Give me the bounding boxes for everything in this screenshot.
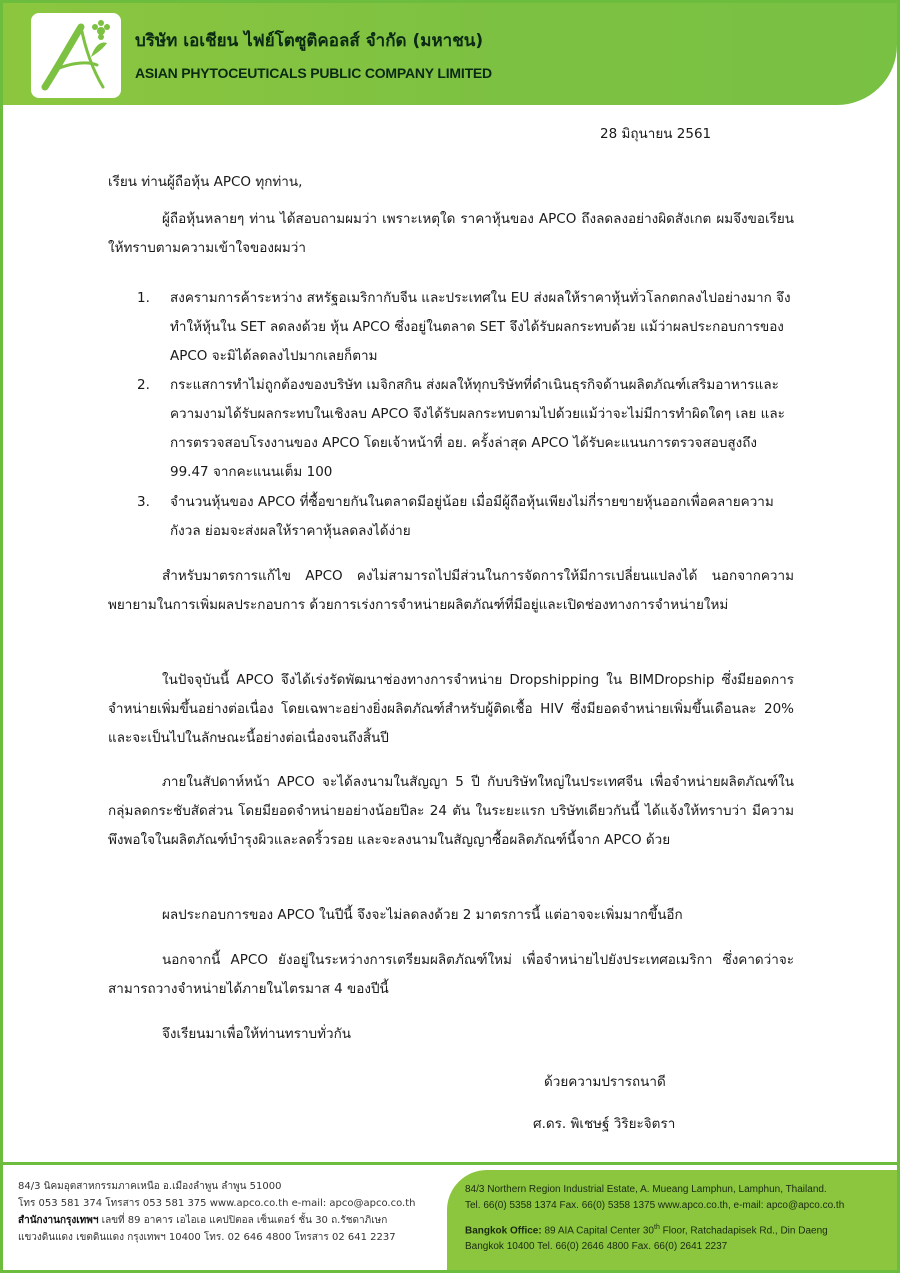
footer-line: Tel. 66(0) 5358 1374 Fax. 66(0) 5358 1375 www.apco.co.th, e-mail: apco@apco.co.th — [465, 1200, 845, 1211]
china-text: ภายในสัปดาห์หน้า APCO จะได้ลงนามในสัญญา 5 ปี กับบริษัทใหญ่ในประเทศจีน เพื่อจำหน่ายผลิตภัณฑ์ในกลุ่มลดกระชับสัดส่วน โดยมียอดจำหน่ายอย่างน้อยปีละ 24 ตัน ในระยะแรก บริษัทเดียวกันนี้ ได้แจ้งให้ทราบว่า มีความพึงพอใจในผลิตภัณฑ์บำรุงผิวและลดริ้วรอย และจะลงนามในสัญญาซื้อผลิตภัณฑ์นี้จาก APCO ด้วย — [108, 774, 794, 848]
salutation: เรียน ท่านผู้ถือหุ้น APCO ทุกท่าน, — [108, 174, 303, 190]
letter-date: 28 มิถุนายน 2561 — [600, 126, 712, 142]
footer-label: สำนักงานกรุงเทพฯ — [18, 1215, 99, 1226]
item-number: 2. — [137, 377, 150, 393]
item-text: กระแสการทำไม่ถูกต้องของบริษัท เมจิกสกิน ส่งผลให้ทุกบริษัทที่ดำเนินธุรกิจด้านผลิตภัณฑ์เสริมอาหารและความงามได้รับผลกระทบในเชิงลบ APCO จึงได้รับผลกระทบตามไปด้วยแม้ว่าจะไม่มีการทำผิดใดๆ เลย และ การตรวจสอบโรงงานของ APCO โดยเจ้าหน้าที่ อย. ครั้งล่าสุด APCO ได้รับคะแนนการตรวจสอบสูงถึง 99.47 จากคะแนนเต็ม 100 — [170, 377, 785, 480]
footer-line: 84/3 นิคมอุตสาหกรรมภาคเหนือ อ.เมืองลำพูน ลำพูน 51000 — [18, 1181, 282, 1192]
usa-text: นอกจากนี้ APCO ยังอยู่ในระหว่างการเตรียมผลิตภัณฑ์ใหม่ เพื่อจำหน่ายไปยังประเทศอเมริกา ซึ่งคาดว่าจะสามารถวางจำหน่ายได้ภายในไตรมาส 4 ของปีนี้ — [108, 952, 794, 997]
closing-text: จึงเรียนมาเพื่อให้ท่านทราบทั่วกัน — [162, 1026, 351, 1042]
item-text: จำนวนหุ้นของ APCO ที่ซื้อขายกันในตลาดมีอยู่น้อย เมื่อมีผู้ถือหุ้นเพียงไม่กี่รายขายหุ้นออกเพื่อคลายความกังวล ย่อมจะส่งผลให้ราคาหุ้นลดลงได้ง่าย — [170, 494, 774, 539]
footer-label: Bangkok Office: — [465, 1225, 542, 1237]
footer-line: Bangkok 10400 Tel. 66(0) 2646 4800 Fax. 66(0) 2641 2237 — [465, 1241, 728, 1253]
result-text: ผลประกอบการของ APCO ในปีนี้ จึงจะไม่ลดลงด้วย 2 มาตรการนี้ แต่อาจจะเพิ่มมากขึ้นอีก — [162, 907, 683, 923]
letterhead-banner — [3, 3, 897, 105]
intro-text: ผู้ถือหุ้นหลายๆ ท่าน ได้สอบถามผมว่า เพราะเหตุใด ราคาหุ้นของ APCO ถึงลดลงอย่างผิดสังเกต ผมจึงขอเรียนให้ทราบตามความเข้าใจของผมว่า — [108, 211, 794, 256]
usa-paragraph — [108, 946, 794, 1004]
dropship-text: ในปัจจุบันนี้ APCO จึงได้เร่งรัดพัฒนาช่องทางการจำหน่าย Dropshipping ใน BIMDropship ซึ่งมียอดการจำหน่ายเพิ่มขึ้นอย่างต่อเนื่อง โดยเฉพาะอย่างยิ่งผลิตภัณฑ์สำหรับผู้ติดเชื้อ HIV ซึ่งมียอดจำหน่ายเพิ่มขึ้นเดือนละ 20% และจะเป็นไปในลักษณะนี้อย่างต่อเนื่องจนถึงสิ้นปี — [108, 672, 794, 746]
company-logo — [31, 13, 121, 98]
footer-text: เลขที่ 89 อาคาร เอไอเอ แคปปิตอล เซ็นเตอร์ ชั้น 30 ถ.รัชดาภิเษก — [101, 1215, 388, 1226]
footer-line: 84/3 Northern Region Industrial Estate, A. Mueang Lamphun, Lamphun, Thailand. — [465, 1184, 827, 1195]
footer-line — [18, 1212, 438, 1229]
remedy-paragraph — [108, 562, 794, 620]
china-paragraph — [108, 768, 794, 855]
dropship-paragraph — [108, 666, 794, 753]
footer-text: 89 AIA Capital Center 30 — [544, 1225, 654, 1237]
intro-paragraph — [108, 205, 794, 263]
result-paragraph — [108, 901, 794, 930]
footer-superscript: th — [654, 1224, 660, 1231]
company-name-thai: บริษัท เอเชียน ไฟย์โตซูติคอลส์ จำกัด (มหาชน) — [135, 31, 484, 51]
item-number: 1. — [137, 290, 150, 306]
closing-paragraph — [108, 1020, 794, 1049]
footer-line: แขวงดินแดง เขตดินแดง กรุงเทพฯ 10400 โทร. 02 646 4800 โทรสาร 02 641 2237 — [18, 1232, 396, 1243]
valediction: ด้วยความปรารถนาดี — [544, 1074, 666, 1090]
item-text: สงครามการค้าระหว่าง สหรัฐอเมริกากับจีน และประเทศใน EU ส่งผลให้ราคาหุ้นทั่วโลกตกลงไปอย่างมาก จึงทำให้หุ้นใน SET ลดลงด้วย หุ้น APCO ซึ่งอยู่ในตลาด SET จึงได้รับผลกระทบด้วย แม้ว่าผลประกอบการของ APCO จะมิได้ลดลงไปมากเลยก็ตาม — [170, 290, 791, 364]
footer-address-english — [447, 1170, 897, 1270]
remedy-text: สำหรับมาตรการแก้ไข APCO คงไม่สามารถไปมีส่วนในการจัดการให้มีการเปลี่ยนแปลงได้ นอกจากความพยายามในการเพิ่มผลประกอบการ ด้วยการเร่งการจำหน่ายผลิตภัณฑ์ที่มีอยู่และเปิดช่องทางการจำหน่ายใหม่ — [108, 568, 794, 613]
footer-address-thai — [18, 1178, 438, 1246]
footer-line — [465, 1220, 895, 1239]
footer-divider — [3, 1162, 897, 1165]
footer-text: Floor, Ratchadapisek Rd., Din Daeng — [662, 1225, 828, 1237]
company-name-english: ASIAN PHYTOCEUTICALS PUBLIC COMPANY LIMITED — [135, 65, 492, 81]
signer-name: ศ.ดร. พิเชษฐ์ วิริยะจิตรา — [533, 1116, 676, 1132]
item-number: 3. — [137, 494, 150, 510]
footer-line: โทร 053 581 374 โทรสาร 053 581 375 www.apco.co.th e-mail: apco@apco.co.th — [18, 1198, 416, 1209]
